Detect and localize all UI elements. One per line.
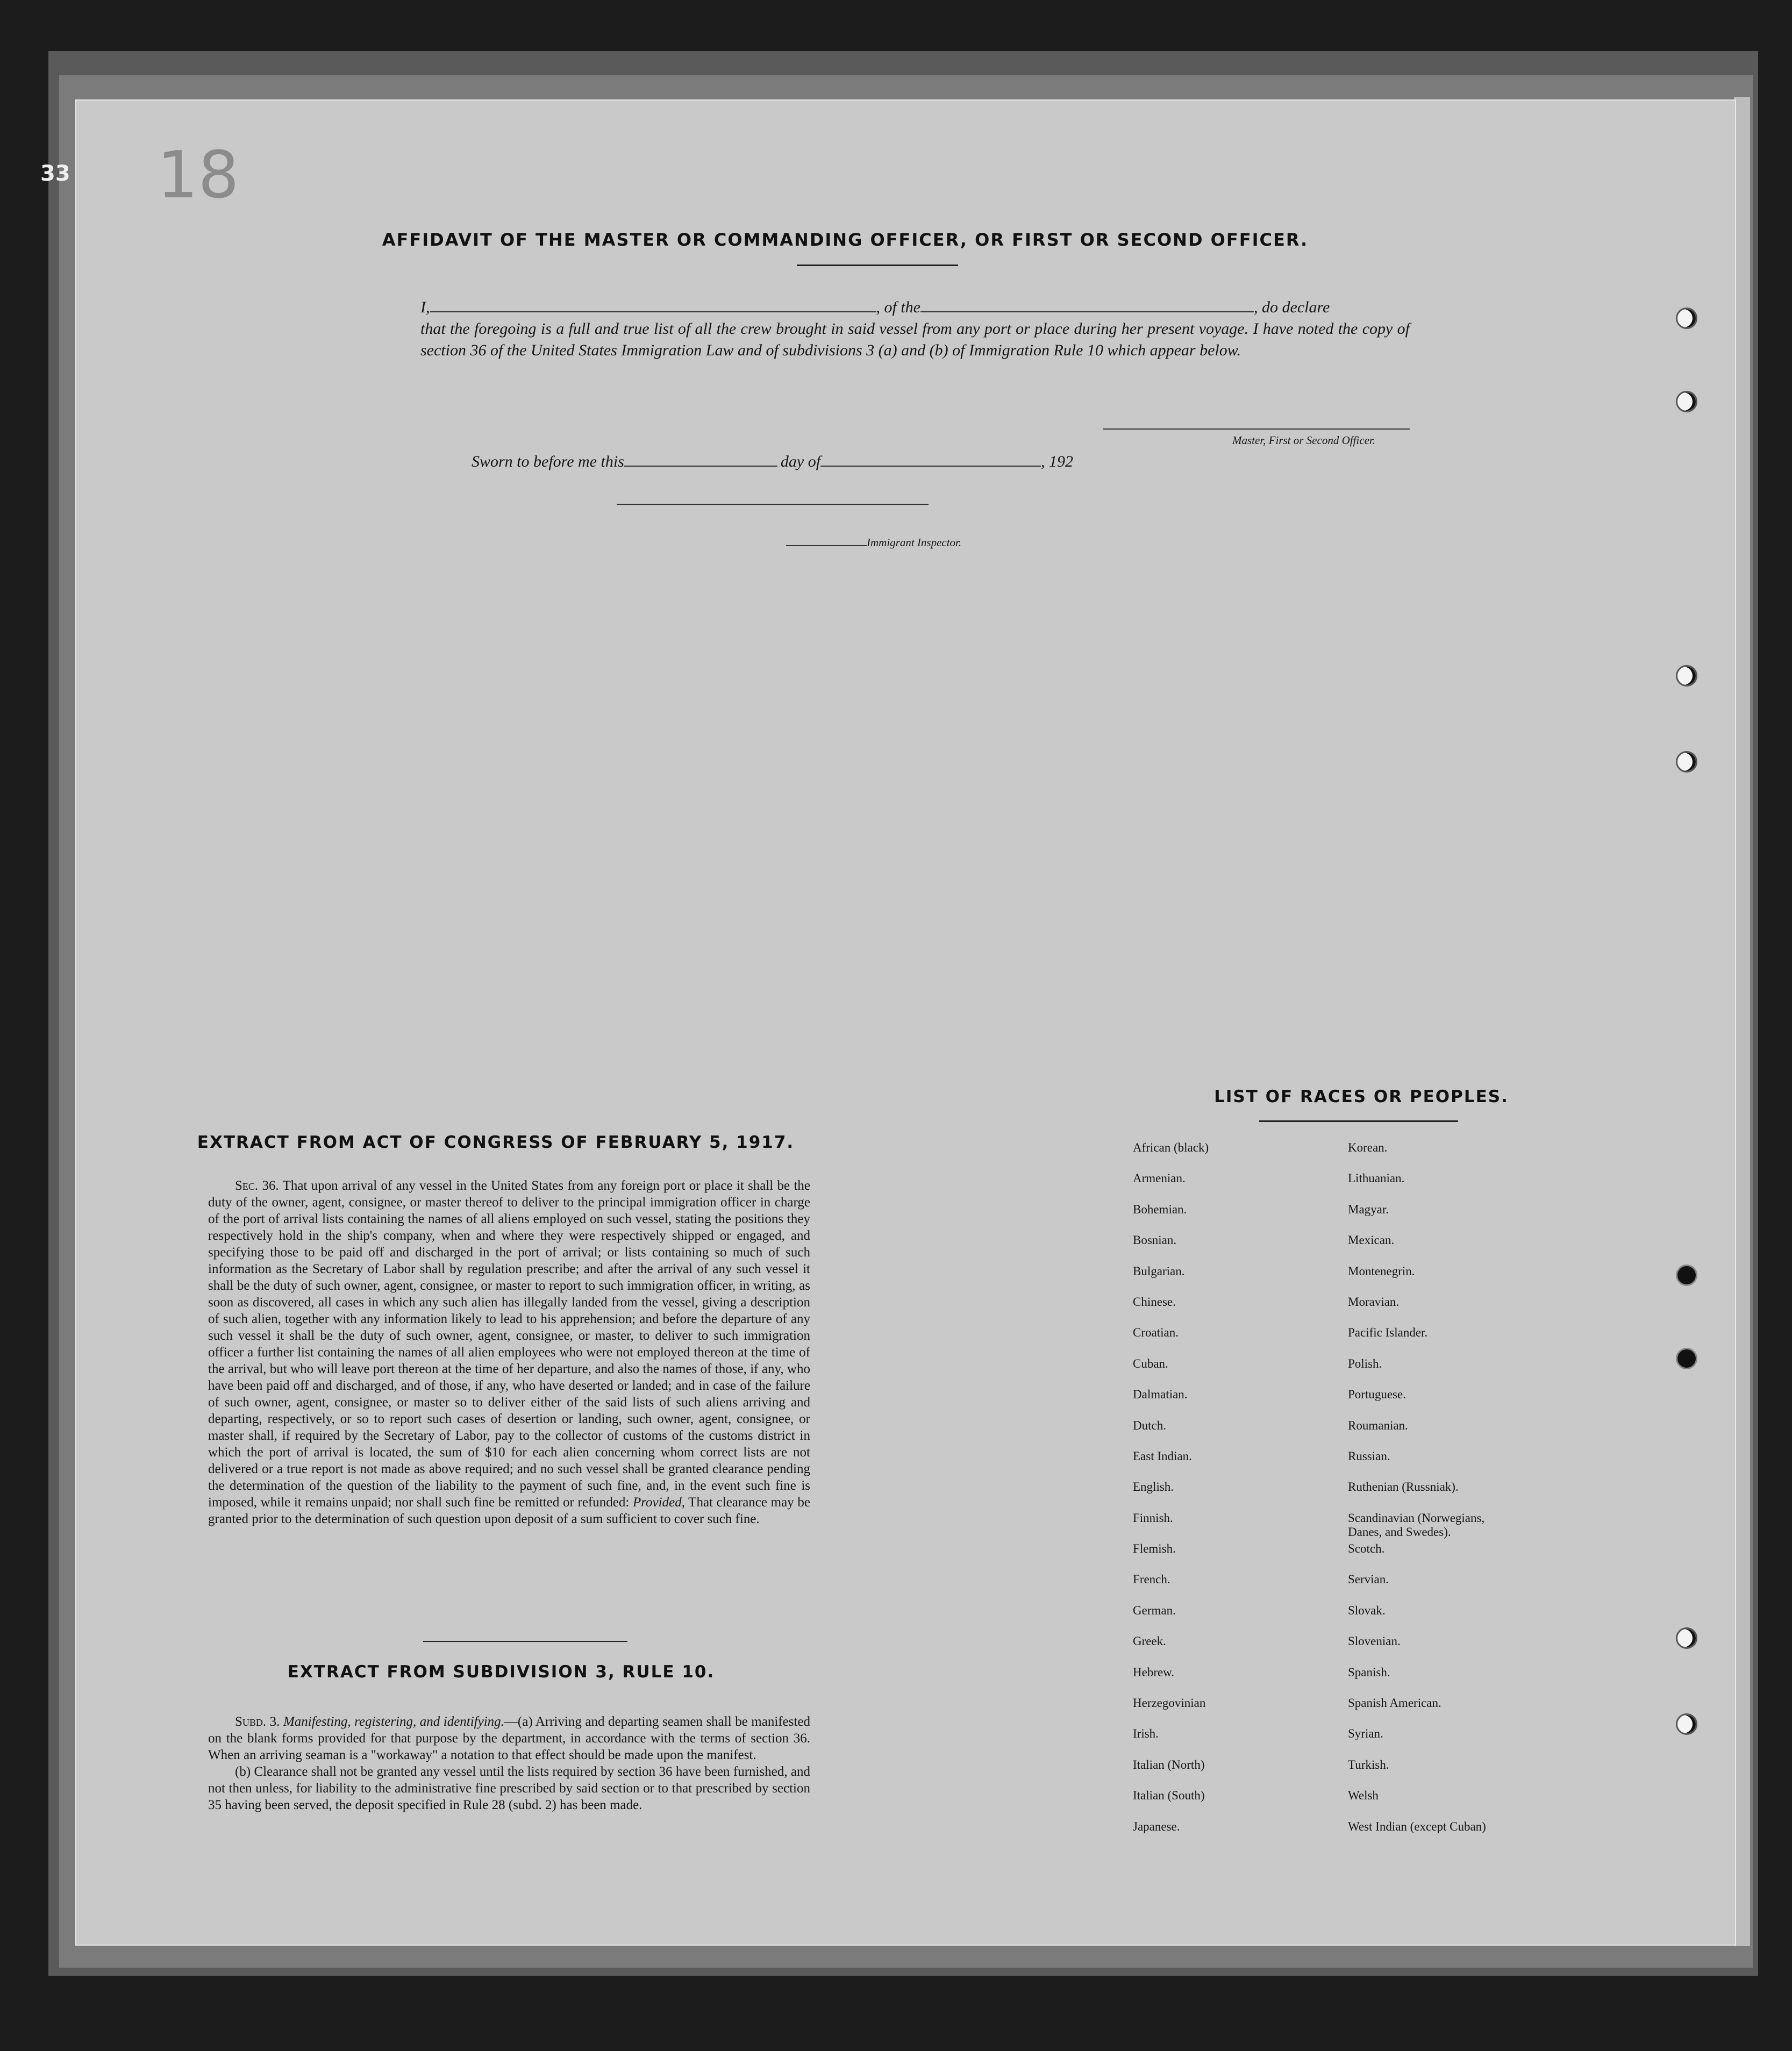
race-item: Croatian.	[1133, 1326, 1179, 1340]
sworn-label: Sworn to before me this	[472, 453, 624, 470]
day-of-label: day of	[780, 453, 821, 470]
sworn-day-blank	[624, 466, 777, 467]
punch-hole	[1676, 1264, 1697, 1286]
race-item: West Indian (except Cuban)	[1348, 1819, 1486, 1833]
sheet-edge	[1734, 97, 1750, 1946]
punch-hole	[1676, 1348, 1697, 1369]
race-item: German.	[1133, 1603, 1176, 1617]
affidavit-title: AFFIDAVIT OF THE MASTER OR COMMANDING OFFICER, OR FIRST OR SECOND OFFICER.	[382, 230, 1309, 250]
affidavit-of-the: , of the	[876, 298, 920, 316]
affidavit-body: that the foregoing is a full and true list of all the crew brought in said vessel from any port or place during her present voyage. I have noted the copy of section 36 of the United States Immigration Law and of subdivisions 3 (a) and (b) of Immigration Rule 10 which appear below.	[420, 320, 1410, 359]
race-item: Servian.	[1348, 1573, 1389, 1587]
inspector-label: Immigrant Inspector.	[786, 536, 961, 549]
race-item: Montenegrin.	[1348, 1264, 1415, 1278]
year-label: , 192	[1041, 453, 1074, 470]
race-item: Syrian.	[1348, 1727, 1383, 1741]
punch-hole	[1676, 665, 1697, 687]
race-item: Mexican.	[1348, 1233, 1395, 1247]
race-item: Ruthenian (Russniak).	[1348, 1480, 1459, 1494]
vessel-blank	[920, 311, 1254, 312]
affidavit-do-declare: , do declare	[1254, 298, 1330, 316]
punch-hole	[1676, 1713, 1697, 1735]
race-item: Japanese.	[1133, 1819, 1180, 1833]
rule-10-text: Subd. 3. Manifesting, registering, and identifying.—(a) Arriving and departing seamen shall be manifested on the blank forms provided for that purpose by the department, in accordance with the terms of section 36. When an arriving seaman is a "workaway" a notation to that effect should be made upon the manifest. (b) Clearance shall not be granted any vessel until the lists required by section 36 have been furnished, and not then unless, for liability to the administrative fine prescribed by said section or to that prescribed by section 35 having been served, the deposit specified in Rule 28 (subd. 2) has been made.	[208, 1714, 810, 1812]
race-item: Bulgarian.	[1133, 1264, 1185, 1278]
punch-hole	[1676, 1627, 1697, 1649]
section-divider	[423, 1641, 627, 1642]
sworn-line	[472, 453, 1073, 471]
race-item: Spanish.	[1348, 1665, 1390, 1679]
race-item: Dalmatian.	[1133, 1388, 1188, 1402]
race-item: Armenian.	[1133, 1171, 1186, 1185]
punch-hole	[1676, 391, 1697, 412]
race-item: Italian (South)	[1133, 1789, 1205, 1803]
race-item: Spanish American.	[1348, 1696, 1441, 1710]
race-item: Magyar.	[1348, 1202, 1389, 1216]
races-left-column	[1133, 1141, 1337, 1850]
side-number: 33	[40, 161, 70, 186]
race-item: East Indian.	[1133, 1449, 1192, 1463]
race-item: Hebrew.	[1133, 1665, 1175, 1679]
race-item: Moravian.	[1348, 1295, 1400, 1309]
affidavit-declaration	[420, 297, 1410, 361]
document-page	[75, 99, 1736, 1946]
section-36-text: Sec. 36. That upon arrival of any vessel in the United States from any foreign port or place it shall be the duty of the owner, agent, consignee, or master thereof to deliver to the principal immigration officer in charge of the port of arrival lists containing the names of all aliens employed on such vessel, stating the positions they respectively hold in the ship's company, when and where they were respectively shipped or engaged, and specifying those to be paid off and discharged in the port of arrival; or lists containing so much of such information as the Secretary of Labor shall by regulation prescribe; and after the arrival of any such vessel it shall be the duty of such owner, agent, consignee, or master to report to such immigration officer, in writing, as soon as discovered, all cases in which any such alien has illegally landed from the vessel, giving a description of such alien, together with any information likely to lead to his apprehension; and before the departure of any such vessel it shall be the duty of such owner, agent, consignee, or master, to deliver to such immigration officer a further list containing the names of all alien employees who were not employed thereon at the time of the arrival, but who will leave port thereon at the time of her departure, and also the names of those, if any, who have been paid off and discharged, and of those, if any, who have deserted or landed; and in case of the failure of such owner, agent, consignee, or master so to deliver either of the said lists of such aliens arriving and departing, respectively, or so to report such cases of desertion or landing, such owner, agent, consignee, or master shall, if required by the Secretary of Labor, pay to the collector of customs of the customs district in which the port of arrival is located, the sum of $10 for each alien concerning whom correct lists are not delivered or a true report is not made as above required; and no such vessel shall be granted clearance pending the determination of the question of the liability to the payment of such fine, and, in the event such fine is imposed, while it remains unpaid; nor shall such fine be remitted or refunded: Provided, That clearance may be granted prior to the determination of such question upon deposit of a sum sufficient to cover such fine.	[208, 1178, 810, 1526]
race-item: Dutch.	[1133, 1418, 1166, 1432]
affidavit-i: I,	[420, 298, 430, 316]
race-item: Slovak.	[1348, 1603, 1386, 1617]
punch-hole	[1676, 751, 1697, 773]
punch-hole	[1676, 308, 1697, 329]
page-marker: 18	[157, 138, 239, 213]
races-title-rule	[1259, 1120, 1458, 1122]
race-item: Pacific Islander.	[1348, 1326, 1428, 1340]
race-item: African (black)	[1133, 1141, 1209, 1154]
race-item: English.	[1133, 1480, 1174, 1494]
races-title: LIST OF RACES OR PEOPLES.	[1214, 1087, 1509, 1106]
race-item: French.	[1133, 1573, 1170, 1587]
race-item: Finnish.	[1133, 1511, 1173, 1525]
extract-rule-title: EXTRACT FROM SUBDIVISION 3, RULE 10.	[287, 1662, 715, 1682]
extract-act-title: EXTRACT FROM ACT OF CONGRESS OF FEBRUARY 5, 1917.	[197, 1133, 795, 1152]
race-item: Herzegovinian	[1133, 1696, 1206, 1710]
race-item: Portuguese.	[1348, 1388, 1406, 1402]
race-item: Scandinavian (Norwegians, Danes, and Swedes).	[1348, 1511, 1485, 1539]
race-item: Bohemian.	[1133, 1202, 1187, 1216]
race-item: Cuban.	[1133, 1356, 1168, 1370]
race-item: Welsh	[1348, 1789, 1379, 1803]
race-item: Greek.	[1133, 1634, 1166, 1648]
inspector-signature-line	[617, 504, 929, 505]
month-blank	[820, 466, 1041, 467]
race-item: Polish.	[1348, 1356, 1382, 1370]
races-right-column	[1348, 1141, 1595, 1850]
race-item: Turkish.	[1348, 1757, 1389, 1771]
race-item: Roumanian.	[1348, 1418, 1408, 1432]
name-blank	[430, 311, 876, 312]
race-item: Irish.	[1133, 1727, 1159, 1741]
affidavit-title-rule	[797, 265, 958, 266]
race-item: Italian (North)	[1133, 1757, 1205, 1771]
race-item: Chinese.	[1133, 1295, 1176, 1309]
race-item: Scotch.	[1348, 1542, 1385, 1556]
signature-line	[1103, 428, 1410, 430]
race-item: Slovenian.	[1348, 1634, 1401, 1648]
race-item: Korean.	[1348, 1141, 1388, 1154]
signature-label: Master, First or Second Officer.	[1232, 434, 1375, 447]
race-item: Lithuanian.	[1348, 1171, 1405, 1185]
race-item: Bosnian.	[1133, 1233, 1177, 1247]
race-item: Russian.	[1348, 1449, 1390, 1463]
race-item: Flemish.	[1133, 1542, 1176, 1556]
